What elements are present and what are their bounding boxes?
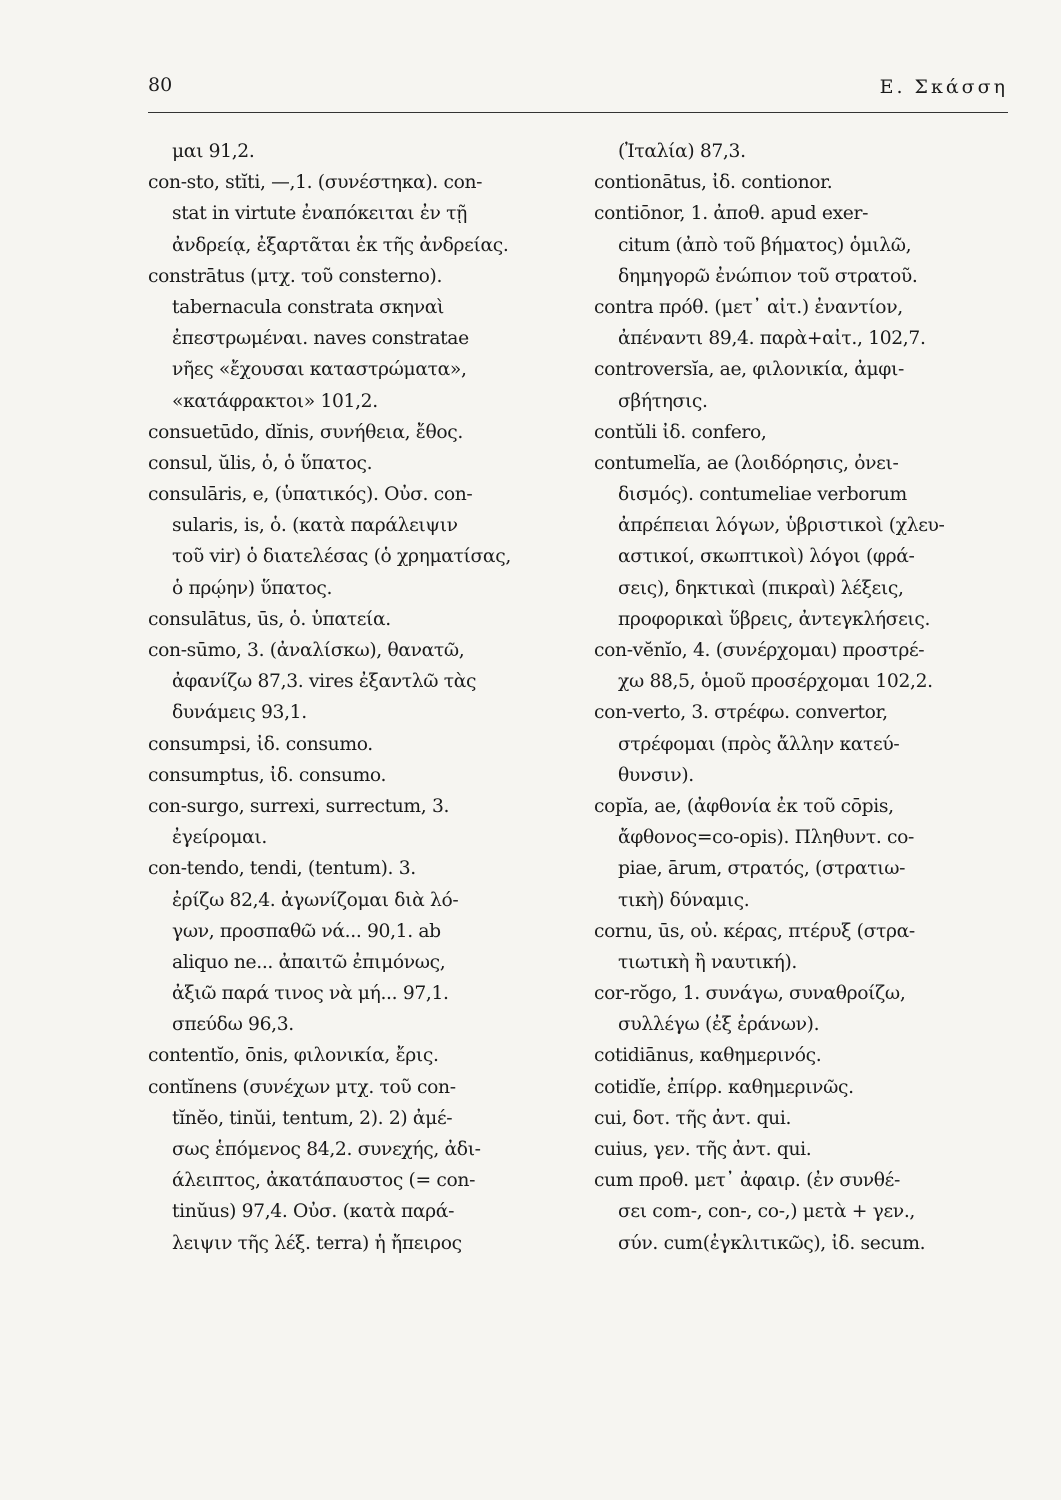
entry-headword-line: contentĭo, ōnis, φιλονικία, ἔρις. [148, 1045, 439, 1067]
entry-continuation-line: λειψιν τῆς λέξ. terra) ἡ ἤπειρος [172, 1232, 462, 1254]
entry-headword-line: constrātus (μτχ. τοῦ consterno). [148, 265, 443, 287]
entry-continuation-line: τικὴ) δύναμις. [618, 889, 750, 911]
entry-continuation-line: γων, προσπαθῶ νά... 90,1. ab [172, 920, 441, 942]
entry-continuation-line: tabernacula constrata σκηναὶ [172, 296, 445, 318]
entry-continuation-line: piae, ārum, στρατός, (στρατιω- [618, 858, 906, 880]
entry-continuation-line: σως ἑπόμενος 84,2. συνεχής, ἀδι- [172, 1139, 481, 1160]
entry-continuation-line: aliquo ne... ἀπαιτῶ ἐπιμόνως, [172, 951, 446, 973]
entry-headword-line: consulāris, e, (ὑπατικός). Οὐσ. con- [148, 484, 473, 506]
left-column [148, 136, 570, 1259]
entry-headword-line: consulātus, ūs, ὁ. ὑπατεία. [148, 608, 391, 630]
entry-headword-line: contra πρόθ. (μετ᾽ αἰτ.) ἐναντίον, [594, 296, 903, 318]
entry-headword-line: cornu, ūs, οὐ. κέρας, πτέρυξ (στρα- [594, 920, 915, 942]
entry-headword-line: con-tendo, tendi, (tentum). 3. [148, 858, 416, 880]
entry-continuation-line: δισμός). contumeliae verborum [618, 484, 907, 506]
entry-continuation-line: stat in virtute ἐναπόκειται ἐν τῇ [172, 203, 467, 225]
entry-continuation-line: ἀπρέπειαι λόγων, ὑβριστικοὶ (χλευ- [618, 515, 945, 537]
entry-continuation-line: ἐπεστρωμέναι. naves constratae [172, 328, 469, 350]
entry-headword-line: contĭnens (συνέχων μτχ. τοῦ con- [148, 1076, 456, 1098]
entry-headword-line: cotidĭe, ἐπίρρ. καθημερινῶς. [594, 1076, 854, 1098]
entry-continuation-line: (Ἰταλία) 87,3. [618, 141, 746, 162]
entry-headword-line: contiōnor, 1. ἀποθ. apud exer- [594, 203, 869, 225]
entry-continuation-line: δυνάμεις 93,1. [172, 702, 307, 724]
entry-headword-line: consuetūdo, dĭnis, συνήθεια, ἔθος. [148, 421, 463, 443]
entry-headword-line: consumptus, ἰδ. consumo. [148, 764, 387, 786]
entry-continuation-line: «κατάφρακτοι» 101,2. [172, 390, 378, 412]
entry-continuation-line: αστικοί, σκωπτικοὶ) λόγοι (φρά- [618, 546, 915, 568]
entry-continuation-line: ἐρίζω 82,4. ἀγωνίζομαι διὰ λό- [172, 889, 459, 911]
entry-continuation-line: τοῦ vir) ὁ διατελέσας (ὁ χρηματίσας, [172, 546, 511, 568]
entry-continuation-line: σει com-, con-, co-,) μετὰ + γεν., [618, 1201, 916, 1223]
entry-headword-line: consul, ŭlis, ὁ, ὁ ὕπατος. [148, 452, 373, 474]
page-number: 80 [148, 74, 173, 96]
entry-continuation-line: άλειπτος, ἀκατάπαυστος (= con- [172, 1170, 476, 1192]
entry-continuation-line: θυνσιν). [618, 764, 694, 786]
entry-headword-line: cui, δοτ. τῆς ἀντ. qui. [594, 1107, 792, 1129]
entry-continuation-line: citum (ἀπὸ τοῦ βήματος) ὁμιλῶ, [618, 234, 912, 256]
entry-headword-line: controversĭa, ae, φιλονικία, ἀμφι- [594, 359, 904, 381]
entry-continuation-line: sularis, is, ὁ. (κατὰ παράλειψιν [172, 515, 458, 537]
entry-continuation-line: ἀξιῶ παρά τινος νὰ μή... 97,1. [172, 983, 449, 1005]
running-head: Ε. Σκάσση [879, 76, 1008, 98]
entry-headword-line: cuius, γεν. τῆς ἀντ. qui. [594, 1139, 812, 1160]
entry-headword-line: con-verto, 3. στρέφω. convertor, [594, 702, 888, 724]
entry-headword-line: con-surgo, surrexi, surrectum, 3. [148, 795, 450, 817]
entry-continuation-line: στρέφομαι (πρὸς ἄλλην κατεύ- [618, 733, 900, 755]
entry-continuation-line: μαι 91,2. [172, 141, 255, 162]
entry-continuation-line: σύν. cum(ἐγκλιτικῶς), ἰδ. secum. [618, 1232, 926, 1254]
entry-continuation-line: ἐγείρομαι. [172, 827, 267, 849]
entry-continuation-line: σβήτησις. [618, 390, 708, 412]
entry-headword-line: cotidiānus, καθημερινός. [594, 1045, 822, 1067]
entry-continuation-line: ἄφθονος=co-opis). Πληθυντ. co- [618, 827, 914, 849]
page-header [148, 66, 1008, 110]
entry-continuation-line: tĭnĕo, tinŭi, tentum, 2). 2) ἀμέ- [172, 1107, 453, 1129]
right-column [594, 136, 1016, 1259]
entry-continuation-line: δημηγορῶ ἐνώπιον τοῦ στρατοῦ. [618, 265, 918, 287]
entry-headword-line: con-vĕnĭo, 4. (συνέρχομαι) προστρέ- [594, 640, 925, 661]
entry-continuation-line: ὁ πρῴην) ὕπατος. [172, 577, 333, 599]
entry-headword-line: con-sto, stĭti, —,1. (συνέστηκα). con- [148, 172, 483, 194]
entry-continuation-line: τιωτικὴ ἢ ναυτική). [618, 951, 797, 973]
entry-headword-line: con-sūmo, 3. (ἀναλίσκω), θανατῶ, [148, 640, 465, 661]
entry-continuation-line: χω 88,5, ὁμοῦ προσέρχομαι 102,2. [618, 671, 933, 693]
entry-continuation-line: σπεύδω 96,3. [172, 1014, 294, 1036]
entry-continuation-line: ἀφανίζω 87,3. vires ἐξαντλῶ τὰς [172, 671, 477, 693]
entry-headword-line: consumpsi, ἰδ. consumo. [148, 733, 373, 755]
entry-headword-line: copĭa, ae, (ἀφθονία ἐκ τοῦ cōpis, [594, 795, 894, 817]
entry-continuation-line: νῆες «ἔχουσαι καταστρώματα», [172, 359, 467, 381]
entry-continuation-line: σεις), δηκτικαὶ (πικραὶ) λέξεις, [618, 577, 904, 599]
entry-continuation-line: ἀνδρείᾳ, ἐξαρτᾶται ἐκ τῆς ἀνδρείας. [172, 234, 509, 256]
entry-continuation-line: tinŭus) 97,4. Οὐσ. (κατὰ παρά- [172, 1201, 455, 1223]
entry-continuation-line: προφορικαὶ ὕβρεις, ἀντεγκλήσεις. [618, 608, 931, 630]
entry-continuation-line: συλλέγω (ἐξ ἐράνων). [618, 1014, 820, 1036]
entry-headword-line: contionātus, ἰδ. contionor. [594, 172, 833, 194]
entry-headword-line: cor-rŏgo, 1. συνάγω, συναθροίζω, [594, 983, 906, 1005]
entry-headword-line: cum προθ. μετ᾽ ἀφαιρ. (ἐν συνθέ- [594, 1170, 900, 1192]
entry-headword-line: contŭli ἰδ. confero, [594, 421, 767, 443]
entry-headword-line: contumelĭa, ae (λοιδόρησις, ὀνει- [594, 452, 899, 474]
entry-continuation-line: ἀπέναντι 89,4. παρὰ+αἰτ., 102,7. [618, 328, 926, 350]
header-rule [148, 112, 1008, 113]
